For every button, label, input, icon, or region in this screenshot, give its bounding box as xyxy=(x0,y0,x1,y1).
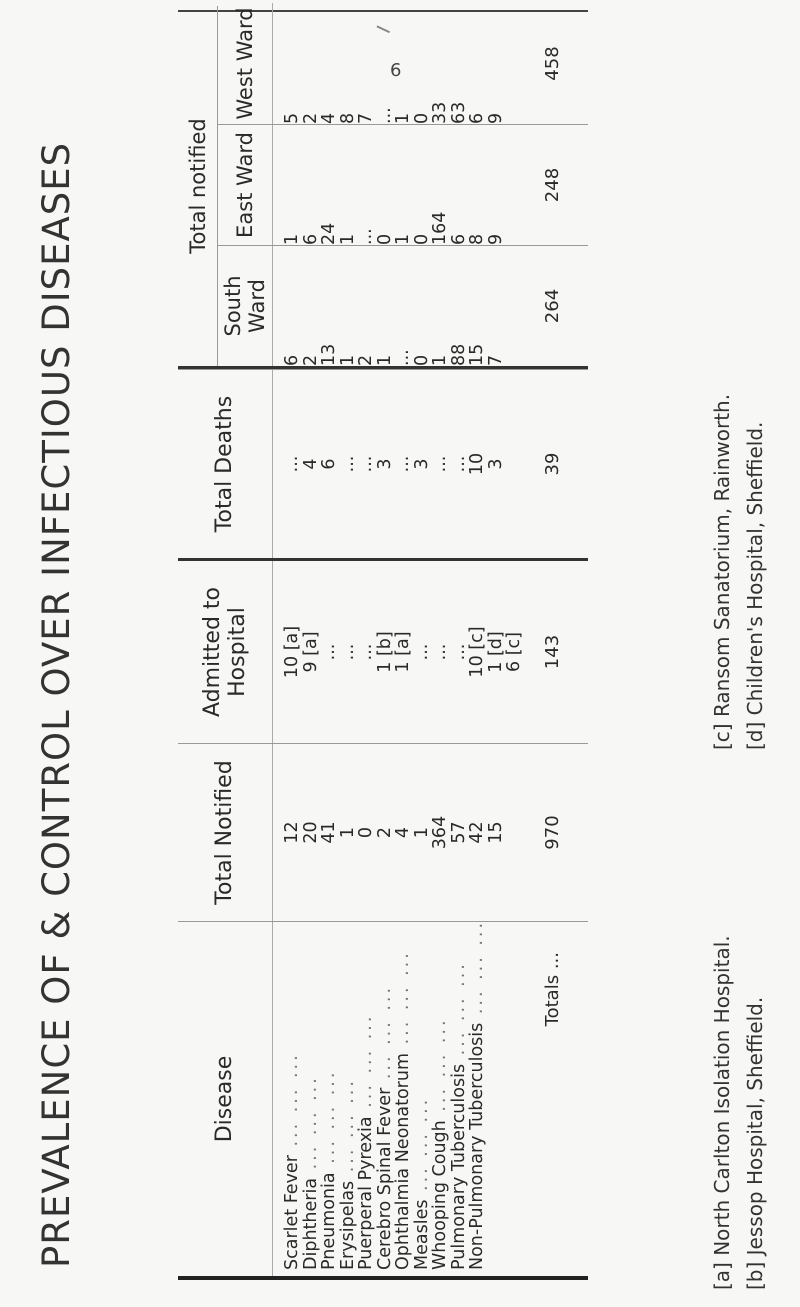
table-row-cell: 364 xyxy=(430,815,450,850)
total-notified-header: Total Notified xyxy=(178,744,273,921)
table-row-cell: ... xyxy=(356,228,376,245)
table-row-cell: Measles ... ... ... xyxy=(411,1096,432,1270)
west-ward-column xyxy=(218,3,588,124)
west-ward-header: West Ward xyxy=(218,3,273,124)
table-row-cell: 20 xyxy=(300,821,321,844)
table-row-cell: ... xyxy=(319,643,339,661)
table-row-cell: 5 xyxy=(282,112,302,124)
table-row-cell: ... xyxy=(448,643,469,661)
east-ward-rows xyxy=(283,125,505,245)
south-ward-column xyxy=(218,245,588,366)
table-row-cell: Cerebro Spinal Fever ... ... ... xyxy=(374,984,395,1270)
table-row-cell: ... xyxy=(430,455,450,473)
table-row-cell: ... xyxy=(411,643,432,661)
west-ward-total: 458 xyxy=(542,46,563,81)
table-row-cell: 33 xyxy=(430,101,450,124)
table-row-cell: 13 xyxy=(319,343,339,366)
table-row-cell: 9 xyxy=(485,112,506,124)
table-row-cell: 6 xyxy=(300,233,321,245)
admitted-column xyxy=(178,561,588,743)
table-row-cell: 6 xyxy=(319,458,339,470)
table-row-cell: 7 xyxy=(485,354,506,366)
disease-table xyxy=(178,7,588,1280)
table-row-cell: Erysipelas ... ... ... xyxy=(337,1078,358,1270)
disease-header: Disease xyxy=(178,922,273,1276)
table-row-cell: 1 xyxy=(282,233,302,245)
table-row-cell: 10 [a] xyxy=(282,625,302,679)
table-row-cell: 2 xyxy=(356,354,376,366)
ward-group xyxy=(178,6,588,369)
table-row-cell: ... xyxy=(393,349,413,366)
admitted-header: Admitted to Hospital xyxy=(178,561,273,743)
disease-column xyxy=(178,921,588,1276)
page-number: 6 xyxy=(390,60,402,81)
table-row-cell: 1 xyxy=(411,826,432,839)
disease-rows xyxy=(282,919,505,1276)
table-row-cell: Non-Pulmonary Tuberculosis ... ... ... xyxy=(467,919,487,1270)
footnote-d: [d] Children's Hospital, Sheffield. xyxy=(743,421,767,750)
table-row-cell: 0 xyxy=(374,233,395,245)
table-row-cell: ... xyxy=(374,107,395,124)
table-row-cell: 8 xyxy=(337,112,358,124)
east-ward-column xyxy=(218,124,588,245)
table-row-cell: ... xyxy=(430,643,450,661)
total-notified-column xyxy=(178,743,588,921)
table-row-cell: 10 xyxy=(467,452,487,476)
table-row-cell: 1 xyxy=(337,233,358,245)
table-row-cell: Pulmonary Tuberculosis ... ... ... xyxy=(448,961,469,1270)
deaths-rows xyxy=(283,370,505,558)
table-row-cell: 164 xyxy=(430,211,450,245)
deaths-column xyxy=(178,369,588,561)
table-row-cell: Scarlet Fever ... ... ... xyxy=(282,1052,302,1270)
table-row-cell: 41 xyxy=(319,821,339,844)
table-row-cell: 4 xyxy=(300,458,321,470)
east-ward-total: 248 xyxy=(542,167,563,203)
table-row-cell: ... xyxy=(282,455,302,473)
table-row-cell: 9 [a] xyxy=(300,631,321,673)
table-row-cell: 42 xyxy=(467,821,487,844)
table-row-cell: 0 xyxy=(356,826,376,839)
south-ward-rows xyxy=(283,246,505,366)
table-row-cell: 6 xyxy=(448,233,469,245)
south-ward-total: 264 xyxy=(542,288,563,324)
table-row-cell xyxy=(487,922,506,1276)
east-ward-header: East Ward xyxy=(218,125,273,245)
totals-label: Totals ... xyxy=(542,952,563,1027)
table-row-cell: 4 xyxy=(393,826,413,839)
table-row-cell: 2 xyxy=(300,354,321,366)
table-row-cell: 57 xyxy=(448,821,469,844)
table-row-cell: 0 xyxy=(411,233,432,245)
table-row-cell: 6 xyxy=(282,354,302,366)
table-row-cell: 4 xyxy=(319,112,339,124)
page-title: PREVALENCE OF & CONTROL OVER INFECTIOUS DISEASES xyxy=(35,141,78,1268)
table-row-cell: 1 [a] xyxy=(393,631,413,673)
table-row-cell: 9 xyxy=(485,233,506,245)
table-row-cell: Pneumonia ... ... ... xyxy=(319,1069,339,1270)
table-row-cell: 0 xyxy=(411,354,432,366)
table-row-cell: Puerperal Pyrexia ... ... ... xyxy=(356,1013,376,1270)
table-frame xyxy=(178,7,588,1280)
table-row-cell: 15 xyxy=(467,343,487,366)
table-row-cell: 3 xyxy=(411,458,432,470)
deaths-header: Total Deaths xyxy=(178,370,273,558)
table-row-cell: 1 xyxy=(337,826,358,839)
table-row-cell: 1 xyxy=(393,112,413,124)
footnote-b: [b] Jessop Hospital, Sheffield. xyxy=(743,996,767,1290)
west-ward-rows xyxy=(283,3,505,124)
table-row-cell: 1 xyxy=(393,233,413,245)
ward-group-header: Total notified xyxy=(178,6,218,366)
south-ward-header: South Ward xyxy=(218,246,273,366)
table-row-cell: 15 xyxy=(485,821,506,844)
table-row-cell: 24 xyxy=(319,222,339,245)
admitted-total: 143 xyxy=(542,634,563,670)
table-row-cell: 1 [b] xyxy=(374,631,395,673)
table-row-cell: Ophthalmia Neonatorum ... ... ... xyxy=(393,950,413,1270)
table-row-cell: ... xyxy=(356,455,376,473)
table-row-cell: 1 xyxy=(337,354,358,366)
table-row-cell: 63 xyxy=(448,101,469,124)
table-row-cell: 1 [d] xyxy=(485,631,506,673)
deaths-total: 39 xyxy=(542,452,563,476)
table-row-cell: 2 xyxy=(374,826,395,839)
table-row-cell: ... xyxy=(393,455,413,473)
admitted-rows xyxy=(283,561,524,743)
table-row-cell: ... xyxy=(356,643,376,661)
footnote-a: [a] North Carlton Isolation Hospital. xyxy=(710,935,734,1290)
table-row-cell: 3 xyxy=(485,458,506,470)
table-row-cell: Diphtheria ... ... ... xyxy=(300,1075,321,1270)
footnote-c: [c] Ransom Sanatorium, Rainworth. xyxy=(710,393,734,750)
table-row-cell: 1 xyxy=(374,354,395,366)
table-row-cell: Whooping Cough ... ... ... xyxy=(430,1017,450,1270)
table-row-cell: 6 xyxy=(467,112,487,124)
table-row-cell: 2 xyxy=(300,112,321,124)
table-row-cell: 10 [c] xyxy=(467,626,487,678)
table-row-cell: 1 xyxy=(430,354,450,366)
table-row-cell: ... xyxy=(337,643,358,661)
table-row-cell: 8 xyxy=(467,233,487,245)
table-row-cell: 7 xyxy=(356,112,376,124)
table-row-cell: 88 xyxy=(448,343,469,366)
extra-admitted-cell: 6 [c] xyxy=(504,632,524,672)
total-notified-rows xyxy=(283,744,505,921)
table-row-cell: ... xyxy=(448,455,469,473)
table-row-cell: 0 xyxy=(411,112,432,124)
table-row-cell: ... xyxy=(337,455,358,473)
table-row-cell: 12 xyxy=(282,821,302,844)
total-notified-total: 970 xyxy=(542,815,563,850)
table-row-cell: 3 xyxy=(374,458,395,470)
